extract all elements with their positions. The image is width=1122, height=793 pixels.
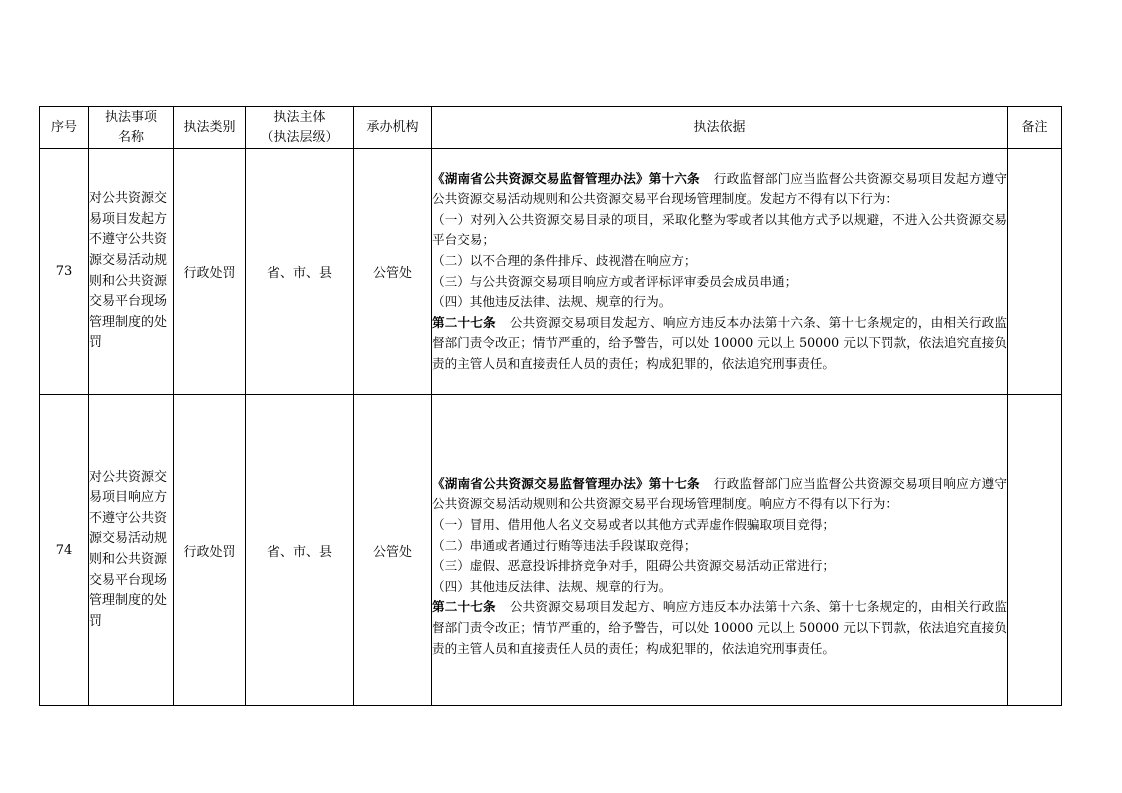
row-seq: 73 — [40, 149, 89, 395]
row-basis — [432, 149, 1008, 395]
header-row — [40, 107, 1062, 149]
basis-item: （一）对列入公共资源交易目录的项目，采取化整为零或者以其他方式予以规避，不进入公共资源交易平台交易； — [432, 211, 1007, 248]
basis-item: （三）与公共资源交易项目响应方或者评标评审委员会成员串通； — [432, 273, 798, 289]
header-subject-line2: （执法层级） — [260, 129, 339, 145]
header-subject-line1: 执法主体 — [273, 109, 326, 125]
basis-article2-text: 公共资源交易项目发起方、响应方违反本办法第十六条、第十七条规定的，由相关行政监督部门责令改正；情节严重的，给予警告，可以处 10000 元以上 50000 元以下罚款，依法追究直接负责的主管人员和直接责任人员的责任；构成犯罪的，依法追究刑事责任。 — [432, 599, 1007, 656]
basis-law-paragraph — [432, 169, 1007, 210]
basis-law-text: 行政监督部门应当监督公共资源交易项目响应方遵守公共资源交易活动规则和公共资源交易平台现场管理制度。响应方不得有以下行为： — [432, 475, 1007, 512]
basis-article2-title: 第二十七条 — [432, 314, 496, 330]
header-basis: 执法依据 — [432, 107, 1008, 149]
row-remarks — [1008, 149, 1062, 395]
row-item-name: 对公共资源交易项目发起方不遵守公共资源交易活动规则和公共资源交易平台现场管理制度的处罚 — [89, 149, 174, 395]
table-row — [40, 395, 1062, 706]
row-agency: 公管处 — [354, 395, 432, 706]
basis-law-title: 《湖南省公共资源交易监督管理办法》第十六条 — [432, 170, 700, 186]
header-agency: 承办机构 — [354, 107, 432, 149]
basis-law-text: 行政监督部门应当监督公共资源交易项目发起方遵守公共资源交易活动规则和公共资源交易平台现场管理制度。发起方不得有以下行为： — [432, 170, 1007, 207]
table-row — [40, 149, 1062, 395]
row-category: 行政处罚 — [174, 149, 246, 395]
basis-item: （四）其他违反法律、法规、规章的行为。 — [432, 294, 672, 310]
header-item-name — [89, 107, 174, 149]
row-subject: 省、市、县 — [246, 149, 354, 395]
row-agency: 公管处 — [354, 149, 432, 395]
header-item-name-line1: 执法事项 — [104, 109, 157, 125]
basis-item: （二）以不合理的条件排斥、歧视潜在响应方； — [432, 252, 697, 268]
row-remarks — [1008, 395, 1062, 706]
header-item-name-line2: 名称 — [117, 129, 144, 145]
enforcement-table — [39, 106, 1062, 706]
basis-article2-title: 第二十七条 — [432, 599, 496, 615]
basis-article2-paragraph — [432, 313, 1007, 375]
header-remarks: 备注 — [1008, 107, 1062, 149]
basis-item: （二）串通或者通过行贿等违法手段谋取竞得； — [432, 537, 697, 553]
row-subject: 省、市、县 — [246, 395, 354, 706]
basis-law-title: 《湖南省公共资源交易监督管理办法》第十七条 — [432, 475, 700, 491]
row-category: 行政处罚 — [174, 395, 246, 706]
header-seq: 序号 — [40, 107, 89, 149]
row-item-name: 对公共资源交易项目响应方不遵守公共资源交易活动规则和公共资源交易平台现场管理制度的处罚 — [89, 395, 174, 706]
row-basis — [432, 395, 1008, 706]
basis-item: （三）虚假、恶意投诉排挤竞争对手，阻碍公共资源交易活动正常进行； — [432, 558, 835, 574]
basis-item: （一）冒用、借用他人名义交易或者以其他方式弄虚作假骗取项目竞得； — [432, 517, 835, 533]
row-seq: 74 — [40, 395, 89, 706]
header-subject — [246, 107, 354, 149]
basis-article2-text: 公共资源交易项目发起方、响应方违反本办法第十六条、第十七条规定的，由相关行政监督部门责令改正；情节严重的，给予警告，可以处 10000 元以上 50000 元以下罚款，依法追究直接负责的主管人员和直接责任人员的责任；构成犯罪的，依法追究刑事责任。 — [432, 314, 1007, 371]
basis-item: （四）其他违反法律、法规、规章的行为。 — [432, 578, 672, 594]
basis-law-paragraph — [432, 474, 1007, 515]
basis-article2-paragraph — [432, 597, 1007, 659]
header-category: 执法类别 — [174, 107, 246, 149]
